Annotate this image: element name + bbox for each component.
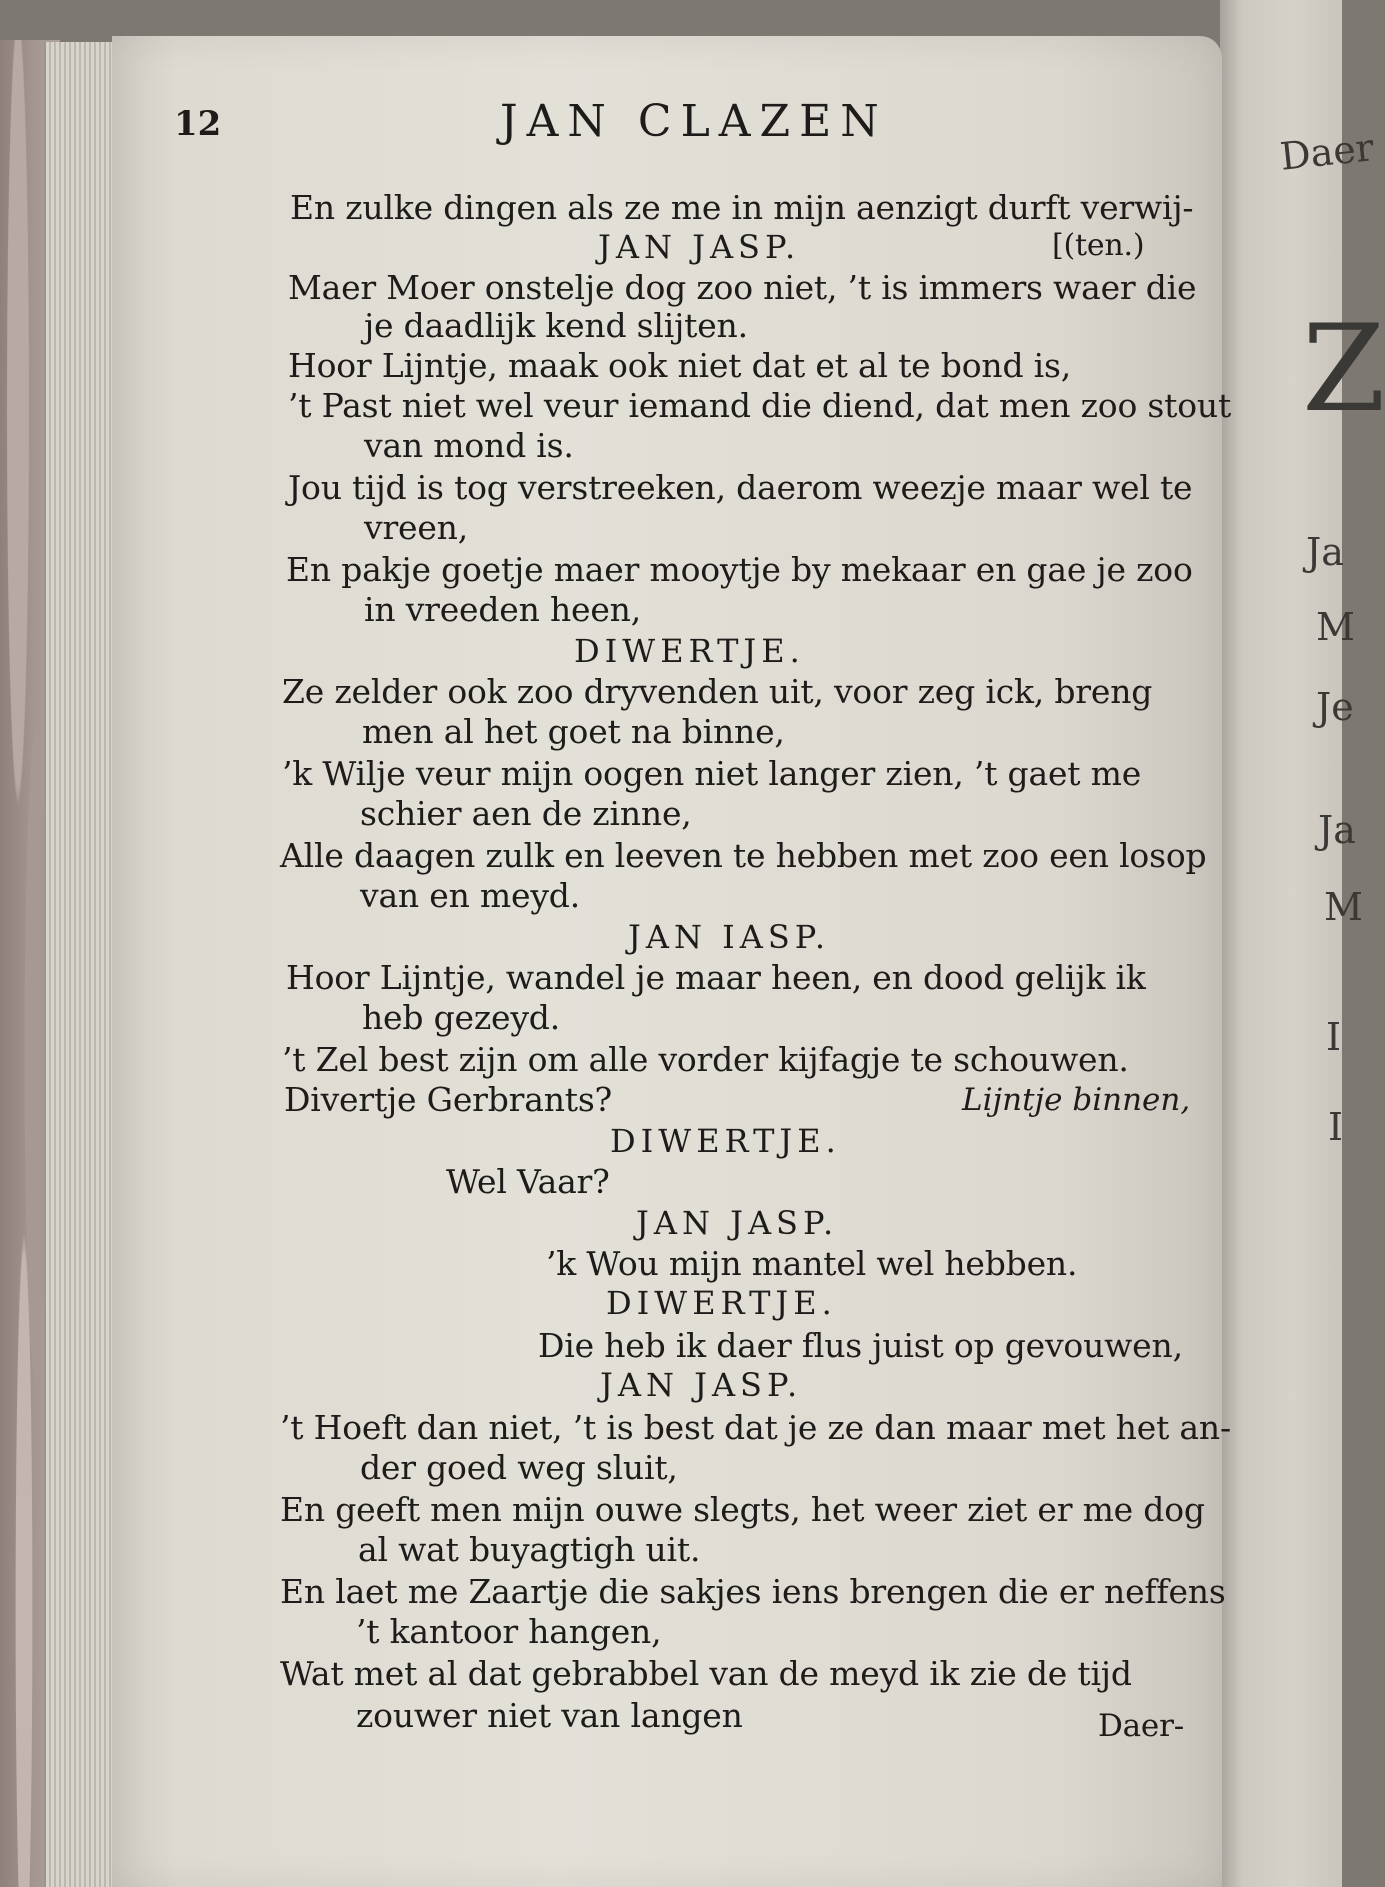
page-number: 12 [174, 104, 222, 144]
text-line: En zulke dingen als ze me in mijn aenzigt durft verwij- [290, 188, 1194, 227]
text-line: vreen, [364, 508, 469, 547]
text-line: En geeft men mijn ouwe slegts, het weer ziet er me dog [280, 1490, 1205, 1529]
speaker-name: JAN JASP. [636, 1204, 839, 1242]
text-line: van en meyd. [360, 876, 581, 915]
facing-fragment: M [1324, 885, 1363, 929]
text-line: Jou tijd is tog verstreeken, daerom weezje maar wel te [288, 468, 1193, 507]
speaker-name: JAN JASP. [600, 1366, 803, 1404]
facing-fragment: I [1326, 1015, 1342, 1059]
text-line: ’t kantoor hangen, [356, 1612, 662, 1651]
text-line: men al het goet na binne, [362, 712, 785, 751]
facing-fragment: Ja [1318, 808, 1356, 852]
text-line: ’k Wou mijn mantel wel hebben. [546, 1244, 1078, 1283]
text-line: Die heb ik daer flus juist op gevouwen, [538, 1326, 1183, 1365]
text-line: ’t Past niet wel veur iemand die diend, dat men zoo stout [288, 386, 1232, 425]
text-line: zouwer niet van langen [356, 1696, 743, 1735]
text-line: Divertje Gerbrants? [284, 1080, 613, 1119]
text-line: Wel Vaar? [446, 1162, 610, 1201]
text-line: van mond is. [364, 426, 574, 465]
speaker-name: JAN JASP. [598, 228, 801, 266]
text-line: Ze zelder ook zoo dryvenden uit, voor zeg ick, breng [282, 672, 1153, 711]
facing-big-letter: Z [1302, 300, 1385, 439]
text-line: En pakje goetje maer mooytje by mekaar en gae je zoo [286, 550, 1193, 589]
turnover-note: [(ten.) [1052, 228, 1145, 263]
text-line: al wat buyagtigh uit. [358, 1530, 701, 1569]
catchword: Daer- [1098, 1708, 1184, 1744]
facing-fragment: Ja [1306, 530, 1344, 574]
facing-fragment: I [1328, 1105, 1344, 1149]
text-line: Wat met al dat gebrabbel van de meyd ik zie de tijd [280, 1654, 1132, 1693]
speaker-name: DIWERTJE. [574, 632, 805, 670]
facing-fragment: M [1316, 605, 1355, 649]
running-head: JAN CLAZEN [500, 96, 888, 147]
speaker-name: DIWERTJE. [610, 1122, 841, 1160]
text-line: ’t Zel best zijn om alle vorder kijfagje te schouwen. [282, 1040, 1129, 1079]
page-edges [44, 42, 118, 1887]
text-line: in vreeden heen, [364, 590, 642, 629]
facing-top-word: Daer [1277, 125, 1376, 179]
text-line: je daadlijk kend slijten. [364, 306, 748, 345]
stage-direction: Lijntje binnen, [962, 1082, 1191, 1118]
text-line: Hoor Lijntje, maak ook niet dat et al te bond is, [288, 346, 1072, 385]
text-line: Hoor Lijntje, wandel je maar heen, en dood gelijk ik [286, 958, 1146, 997]
facing-fragment: Je [1316, 685, 1354, 729]
speaker-name: DIWERTJE. [606, 1284, 837, 1322]
text-line: ’k Wilje veur mijn oogen niet langer zien, ’t gaet me [282, 754, 1142, 793]
text-line: ’t Hoeft dan niet, ’t is best dat je ze dan maar met het an- [280, 1408, 1231, 1447]
facing-page [1220, 0, 1385, 1887]
text-line: heb gezeyd. [362, 998, 561, 1037]
text-line: En laet me Zaartje die sakjes iens brengen die er neffens [280, 1572, 1226, 1611]
text-line: schier aen de zinne, [360, 794, 692, 833]
text-line: der goed weg sluit, [360, 1448, 678, 1487]
text-line: Alle daagen zulk en leeven te hebben met zoo een losop [280, 836, 1207, 875]
text-line: Maer Moer onstelje dog zoo niet, ’t is immers waer die [288, 268, 1197, 307]
speaker-name: JAN IASP. [628, 918, 830, 956]
